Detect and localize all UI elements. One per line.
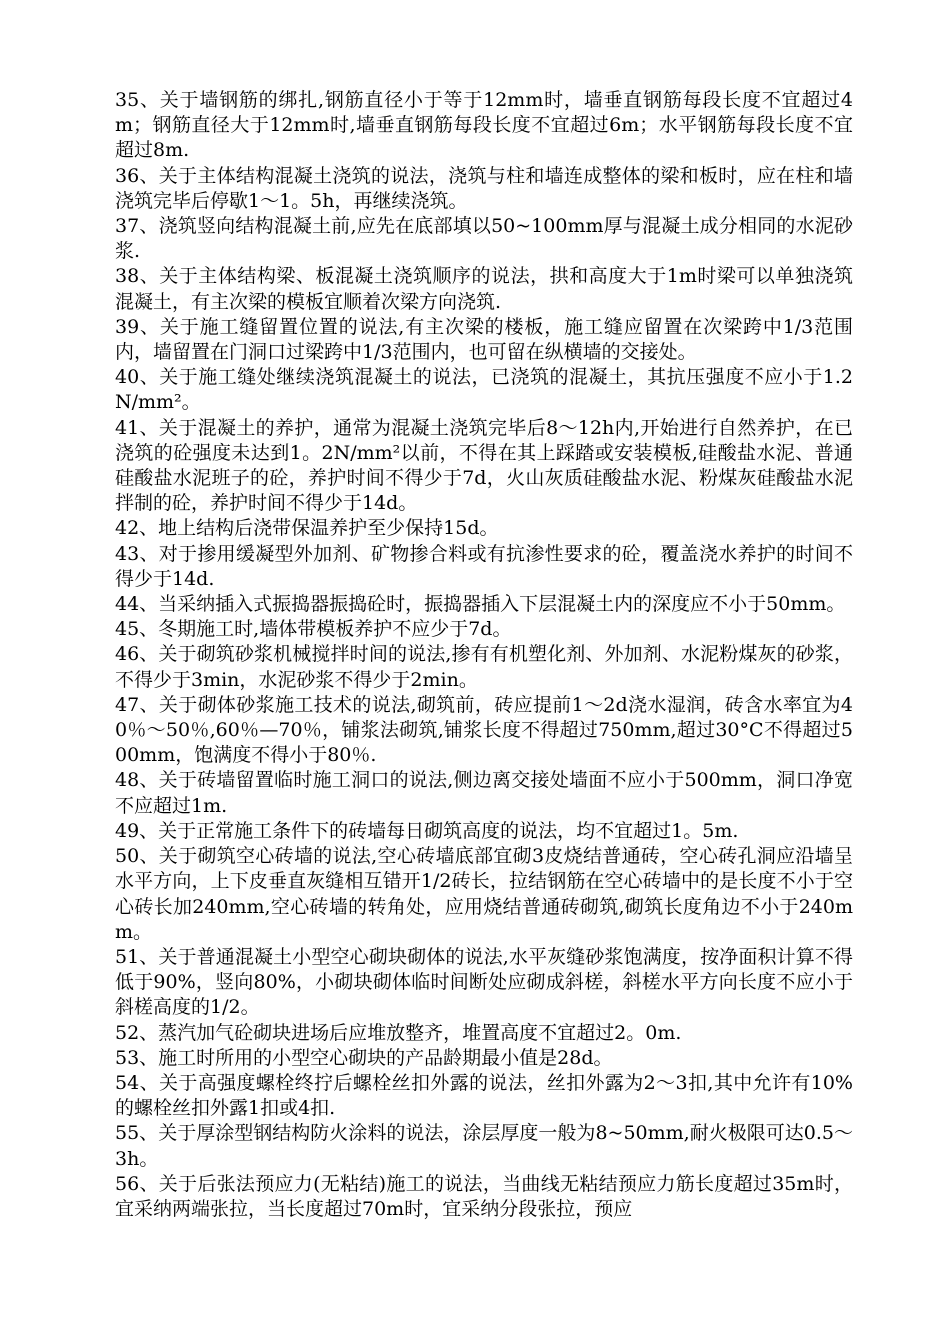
paragraph-50: 50、关于砌筑空心砖墙的说法,空心砖墙底部宜砌3皮烧结普通砖，空心砖孔洞应沿墙呈水平方向，上下皮垂直灰缝相互错开1/2砖长，拉结钢筋在空心砖墙中的是长度不小于空心砖长加240mm,空心砖墙的转角处，应用烧结普通砖砌筑,砌筑长度角边不小于240mm。 [115,845,853,943]
paragraph-37: 37、浇筑竖向结构混凝土前,应先在底部填以50~100mm厚与混凝土成分相同的水泥砂浆. [115,215,853,263]
document-body [115,88,853,1222]
paragraph-47: 47、关于砌体砂浆施工技术的说法,砌筑前，砖应提前1～2d浇水湿润，砖含水率宜为40％～50％,60％—70％，铺浆法砌筑,铺浆长度不得超过750mm,超过30°C不得超过500mm，饱满度不得小于80％. [115,693,853,767]
paragraph-36: 36、关于主体结构混凝土浇筑的说法，浇筑与柱和墙连成整体的梁和板时，应在柱和墙浇筑完毕后停歇1～1。5h，再继续浇筑。 [115,164,853,212]
paragraph-38: 38、关于主体结构梁、板混凝土浇筑顺序的说法，拱和高度大于1m时梁可以单独浇筑混凝土，有主次梁的模板宜顺着次梁方向浇筑. [115,265,853,313]
paragraph-48: 48、关于砖墙留置临时施工洞口的说法,侧边离交接处墙面不应小于500mm，洞口净宽不应超过1m. [115,769,853,817]
paragraph-35: 35、关于墙钢筋的绑扎,钢筋直径小于等于12mm时，墙垂直钢筋每段长度不宜超过4m；钢筋直径大于12mm时,墙垂直钢筋每段长度不宜超过6m；水平钢筋每段长度不宜超过8m. [115,89,853,162]
paragraph-42: 42、地上结构后浇带保温养护至少保持15d。 [115,517,499,540]
paragraph-39: 39、关于施工缝留置位置的说法,有主次梁的楼板，施工缝应留置在次梁跨中1/3范围内，墙留置在门洞口过梁跨中1/3范围内，也可留在纵横墙的交接处。 [115,315,853,364]
paragraph-51: 51、关于普通混凝土小型空心砌块砌体的说法,水平灰缝砂浆饱满度，按净面积计算不得低于90%，竖向80%，小砌块砌体临时间断处应砌成斜槎，斜槎水平方向长度不应小于斜槎高度的1/2。 [115,945,853,1019]
paragraph-45: 45、冬期施工时,墙体带模板养护不应少于7d。 [115,618,512,641]
paragraph-55: 55、关于厚涂型钢结构防火涂料的说法，涂层厚度一般为8~50mm,耐火极限可达0.5～3h。 [115,1122,853,1170]
paragraph-44: 44、当采纳插入式振捣器振捣砼时，振捣器插入下层混凝土内的深度应不小于50mm。 [115,593,846,616]
paragraph-54: 54、关于高强度螺栓终拧后螺栓丝扣外露的说法，丝扣外露为2～3扣,其中允许有10%的螺栓丝扣外露1扣或4扣. [115,1071,853,1120]
paragraph-52: 52、蒸汽加气砼砌块进场后应堆放整齐，堆置高度不宜超过2。0m. [115,1021,682,1044]
paragraph-53: 53、施工时所用的小型空心砌块的产品龄期最小值是28d。 [115,1046,613,1069]
paragraph-46: 46、关于砌筑砂浆机械搅拌时间的说法,掺有有机塑化剂、外加剂、水泥粉煤灰的砂浆，不得少于3min，水泥砂浆不得少于2min。 [115,643,853,691]
paragraph-41: 41、关于混凝土的养护，通常为混凝土浇筑完毕后8～12h内,开始进行自然养护，在已浇筑的砼强度未达到1。2N/mm²以前，不得在其上踩踏或安装模板,硅酸盐水泥、普通硅酸盐水泥班子的砼，养护时间不得少于7d，火山灰质硅酸盐水泥、粉煤灰硅酸盐水泥拌制的砼，养护时间不得少于14d。 [115,416,853,515]
paragraph-40: 40、关于施工缝处继续浇筑混凝土的说法，已浇筑的混凝土，其抗压强度不应小于1.2N/mm²。 [115,366,853,414]
paragraph-56: 56、关于后张法预应力(无粘结)施工的说法，当曲线无粘结预应力筋长度超过35m时，宜采纳两端张拉，当长度超过70m时，宜采纳分段张拉，预应 [115,1172,853,1220]
paragraph-49: 49、关于正常施工条件下的砖墙每日砌筑高度的说法，均不宜超过1。5m. [115,819,739,842]
paragraph-43: 43、对于掺用缓凝型外加剂、矿物掺合料或有抗渗性要求的砼，覆盖浇水养护的时间不得少于14d. [115,542,853,590]
